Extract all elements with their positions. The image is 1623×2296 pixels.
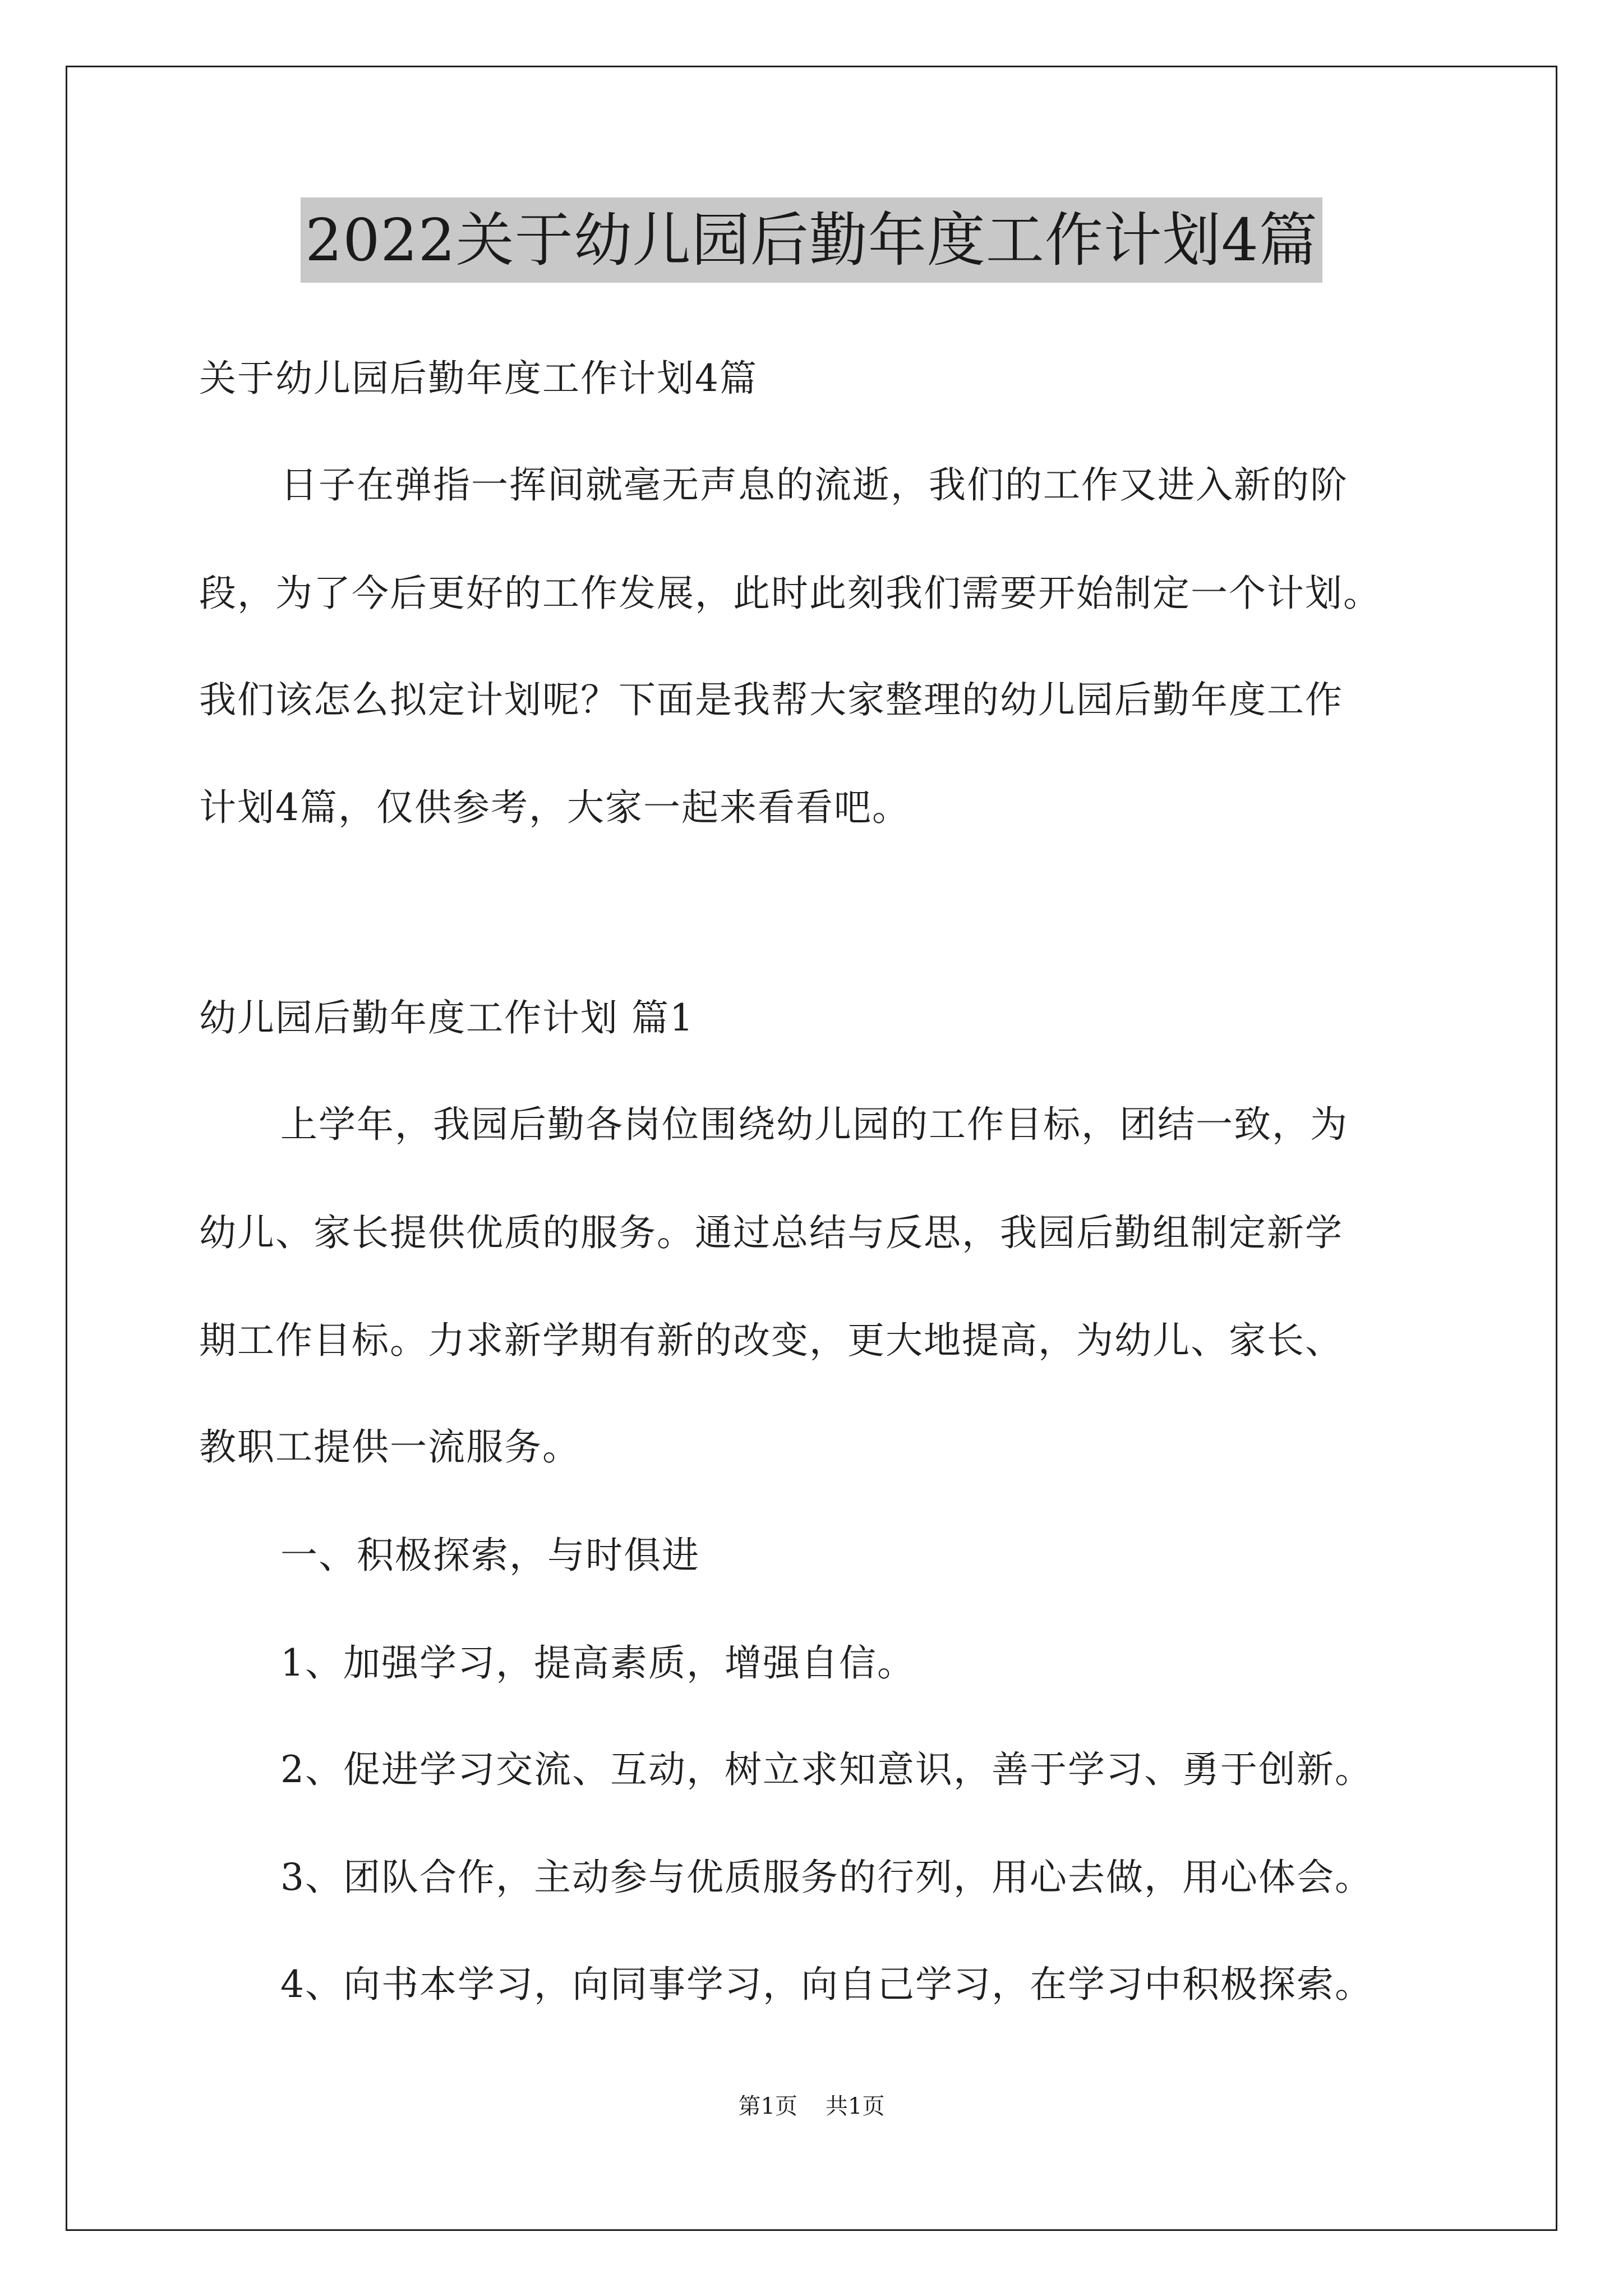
list-item-1: 1、加强学习，提高素质，增强自信。: [280, 1641, 915, 1685]
page-total: 共1页: [826, 2093, 885, 2119]
intro-line-2: 段，为了今后更好的工作发展，此时此刻我们需要开始制定一个计划。: [199, 572, 1381, 615]
section-line-3: 期工作目标。力求新学期有新的改变，更大地提高，为幼儿、家长、: [199, 1319, 1343, 1362]
section-line-1: 上学年，我园后勤各岗位围绕幼儿园的工作目标，团结一致，为: [280, 1103, 1348, 1146]
page-footer: [0, 2090, 1623, 2123]
page-number: 第1页: [738, 2093, 797, 2119]
document-title: 2022关于幼儿园后勤年度工作计划4篇: [301, 197, 1322, 283]
list-item-2: 2、促进学习交流、互动，树立求知意识，善于学习、勇于创新。: [280, 1748, 1373, 1791]
list-item-4: 4、向书本学习，向同事学习，向自己学习，在学习中积极探索。: [280, 1963, 1373, 2006]
list-item-3: 3、团队合作，主动参与优质服务的行列，用心去做，用心体会。: [280, 1856, 1373, 1899]
document-subtitle: 关于幼儿园后勤年度工作计划4篇: [199, 357, 758, 400]
section-line-2: 幼儿、家长提供优质的服务。通过总结与反思，我园后勤组制定新学: [199, 1211, 1343, 1254]
subheading: 一、积极探索，与时俱进: [280, 1534, 700, 1577]
section-line-4: 教职工提供一流服务。: [199, 1425, 580, 1469]
section-heading: 幼儿园后勤年度工作计划 篇1: [199, 996, 694, 1039]
intro-line-4: 计划4篇，仅供参考，大家一起来看看吧。: [199, 786, 910, 829]
intro-line-1: 日子在弹指一挥间就毫无声息的流逝，我们的工作又进入新的阶: [280, 463, 1348, 507]
title-container: [0, 197, 1623, 283]
intro-line-3: 我们该怎么拟定计划呢？下面是我帮大家整理的幼儿园后勤年度工作: [199, 678, 1343, 721]
